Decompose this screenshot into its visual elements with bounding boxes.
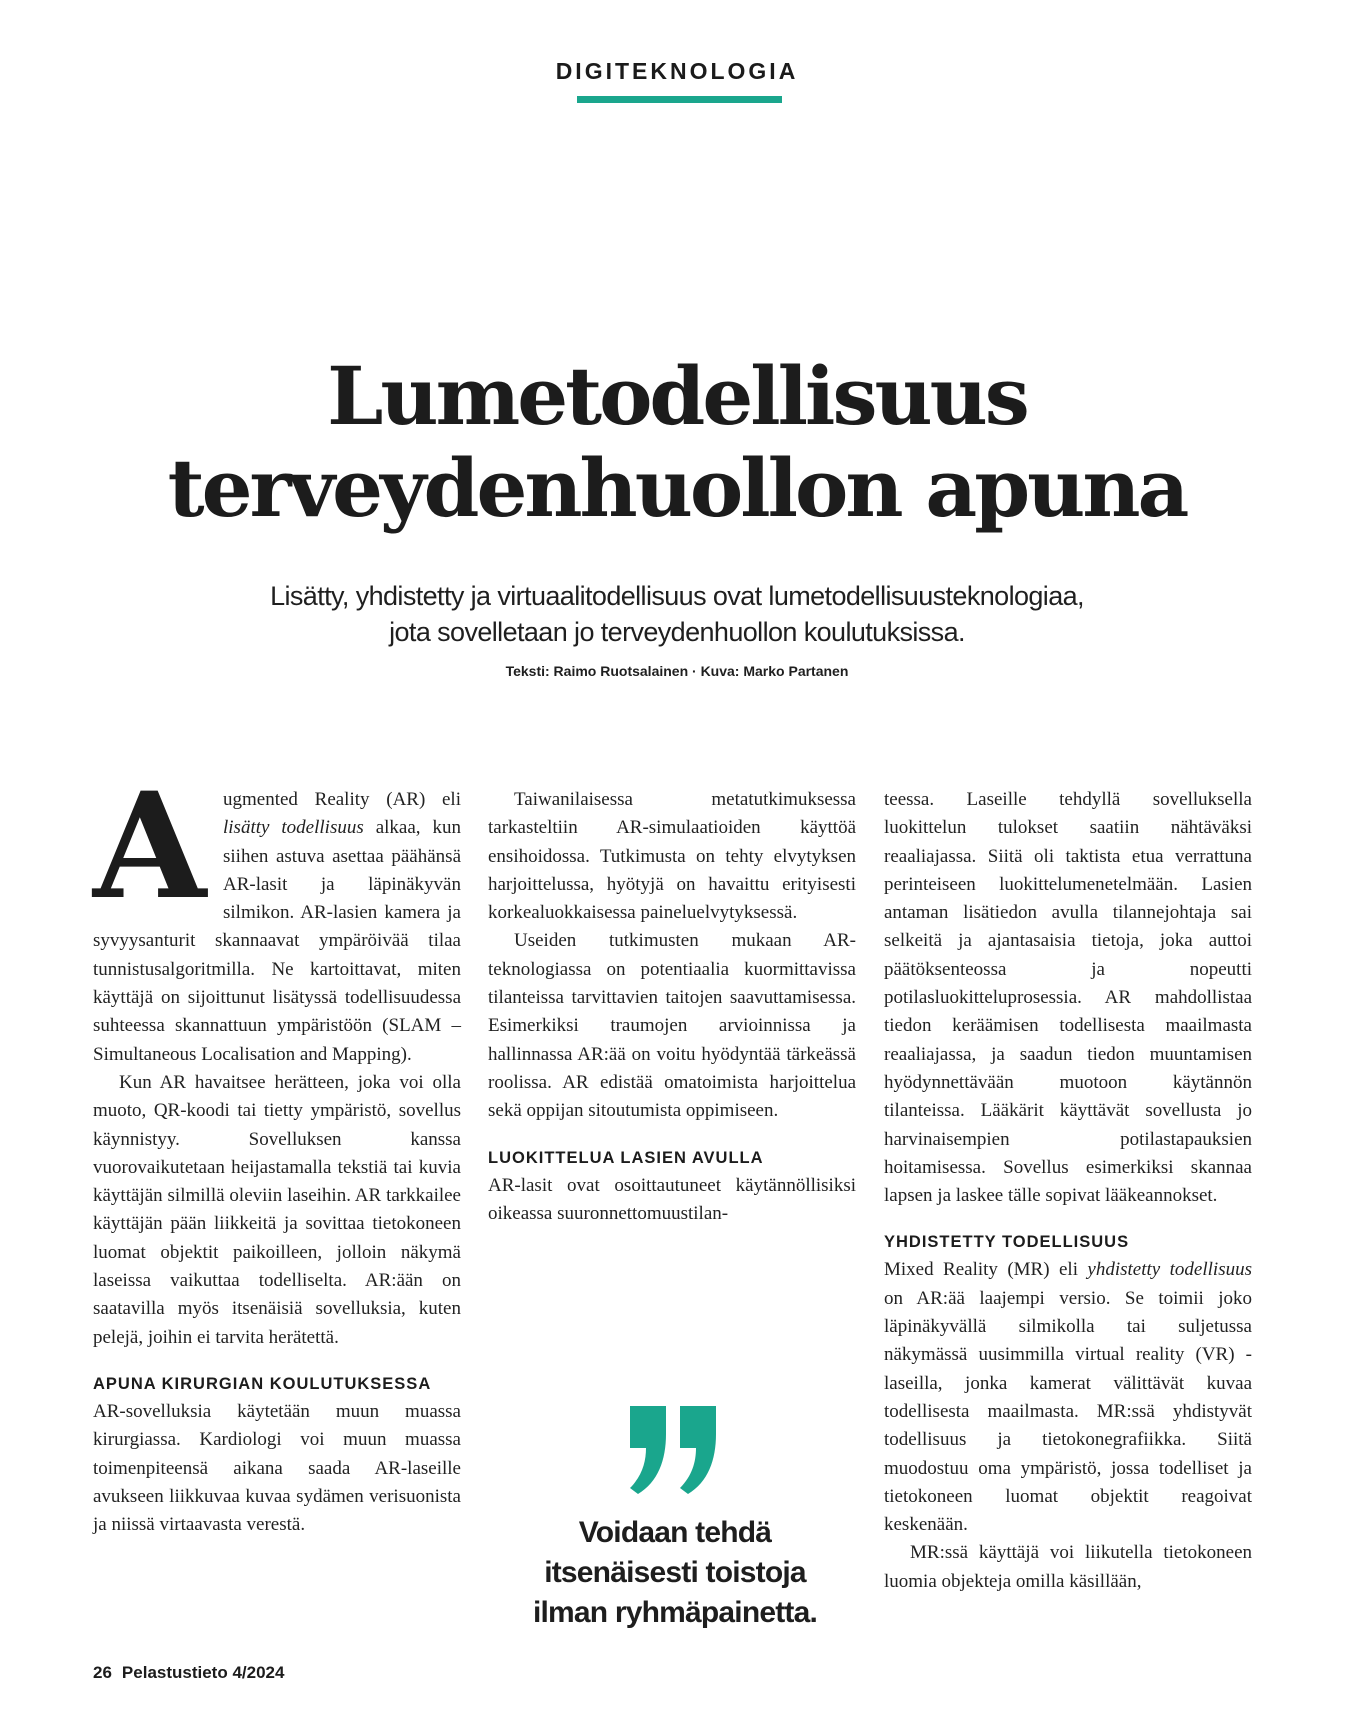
lead-line-1: Lisätty, yhdistetty ja virtuaalitodellisuus ovat lumetodellisuusteknologiaa, [270,581,1084,611]
drop-cap: A [93,761,207,932]
paragraph-text: alkaa, kun siihen astuva asettaa päähänsä AR-lasit ja läpinäkyvän silmikon. AR-lasien kamera ja syvyysanturit skannaavat ympäröivää tilaa tunnistusalgoritmilla. Ne kartoittavat, miten käyttäjä on sijoittunut lisätyssä todellisuudessa suhteessa skannattuun ympäristöön (SLAM – Simultaneous Localisation and Mapping). [93,817,462,1065]
emphasis-term: yhdistetty todellisuus [1087,1259,1252,1281]
paragraph: AR-sovelluksia käytetään muun muassa kirurgiassa. Kardiologi voi muun muassa toimenpiteensä aikana saada AR-laseille avukseen liikkuvaa kuvaa sydämen verisuonista ja niissä virtaavasta verestä. [93,1400,461,1536]
paragraph [884,1256,1252,1539]
paragraph: Kun AR havaitsee herätteen, joka voi olla muoto, QR-koodi tai tietty ympäristö, sovellus käynnistyy. Sovelluksen kanssa vuorovaikutetaan heijastamalla tekstiä tai kuvia käyttäjän silmillä oleviin laseihin. AR tarkkailee käyttäjän pään liikkeitä ja sovittaa tietokoneen luomat objektit paikoilleen, jolloin näkymä laseissa vaikuttaa todelliselta. AR:ään on saatavilla myös itsenäisiä sovelluksia, kuten pelejä, joihin ei tarvita herätettä. [93,1071,461,1348]
paragraph: Taiwanilaisessa metatutkimuksessa tarkasteltiin AR-simulaatioiden käyttöä ensihoidossa. Tutkimusta on tehty elvytyksen harjoittelussa, hyötyjä on havaittu erityisesti korkealuokkaisessa paineluelvytyksessä. [488,789,856,924]
subheading: APUNA KIRURGIAN KOULUTUKSESSA [93,1374,432,1393]
pull-quote [500,1513,850,1633]
pull-quote-line: ilman ryhmäpainetta. [532,1596,818,1629]
subheading: YHDISTETTY TODELLISUUS [884,1233,1130,1252]
article-column-2 [488,786,856,1228]
section-label: DIGITEKNOLOGIA [555,58,799,84]
page-footer [93,1663,284,1683]
emphasis-term: lisätty todellisuus [223,817,364,839]
article-headline [0,350,1354,534]
section-accent-rule [577,96,782,103]
article-column-1 [93,761,462,1539]
paragraph: MR:ssä käyttäjä voi liikutella tietokoneen luomia objekteja omilla käsillään, [884,1542,1252,1592]
paragraph-text: on AR:ää laajempi versio. Se toimii joko läpinäkyvällä silmikolla tai suljetussa näkymässä uusimmilla virtual reality (VR) -laseilla, jonka kamerat välittävät kuvaa todellisesta maailmasta. MR:ssä yhdistyvät todellisuus ja tietokonegrafiikka. Siitä muodostuu oma ympäristö, jossa todelliset ja tietokoneen luomat objektit reagoivat keskenään. [884,1287,1252,1536]
article-lead [0,578,1354,650]
page-number: 26 [93,1663,112,1682]
headline-line-2: terveydenhuollon apuna [167,441,1187,535]
paragraph-text: ugmented Reality (AR) eli [223,789,461,810]
paragraph: AR-lasit ovat osoittautuneet käytännöllisiksi oikeassa suuronnettomuustilan- [488,1174,856,1224]
article-column-3 [884,786,1252,1596]
quote-mark-icon [620,1398,730,1498]
subheading: LUOKITTELUA LASIEN AVULLA [488,1148,764,1167]
pull-quote-line: itsenäisesti toistoja [544,1556,806,1589]
paragraph-text: Mixed Reality (MR) eli [884,1259,1088,1281]
byline-credit: Teksti: Raimo Ruotsalainen · Kuva: Marko Partanen [505,663,849,679]
headline-line-1: Lumetodellisuus [327,349,1027,443]
paragraph: teessa. Laseille tehdyllä sovelluksella luokittelun tulokset saatiin nähtäväksi reaaliajassa. Siitä oli taktista etua verrattuna perinteiseen luokittelumenetelmään. Lasien antaman lisätiedon avulla tilannejohtaja sai selkeitä ja ajantasaisia tietoja, joka auttoi päätöksenteossa ja nopeutti potilasluokitteluprosessia. AR mahdollistaa tiedon keräämisen todellisesta maailmasta reaaliajassa, ja saadun tiedon muuntamisen hyödynnettävään muotoon käytännön tilanteissa. Lääkärit käyttävät sovellusta jo harvinaisempien potilastapauksien hoitamisessa. Sovellus esimerkiksi skannaa lapsen ja laskee tälle sopivat lääkeannokset. [884,789,1252,1207]
publication-name: Pelastustieto 4/2024 [121,1663,285,1682]
paragraph: Useiden tutkimusten mukaan AR-teknologiassa on potentiaalia kuormittavissa tilanteissa tarvittavien taitojen saavuttamisessa. Esimerkiksi traumojen arvioinnissa ja hallinnassa AR:ää on voitu hyödyntää tärkeässä roolissa. AR edistää omatoimista harjoittelua sekä oppijan sitoutumista oppimiseen. [488,930,856,1122]
pull-quote-line: Voidaan tehdä [578,1516,772,1549]
lead-line-2: jota sovelletaan jo terveydenhuollon koulutuksissa. [389,617,965,647]
